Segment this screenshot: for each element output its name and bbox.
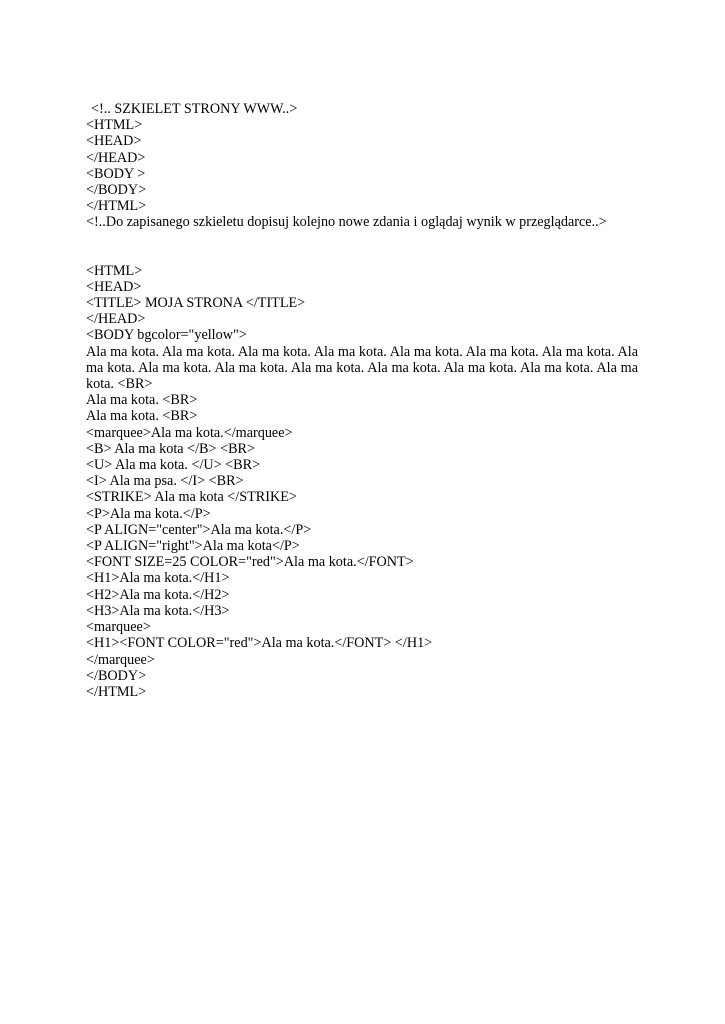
code-line: <H3>Ala ma kota.</H3> bbox=[86, 602, 230, 619]
code-line: <P>Ala ma kota.</P> bbox=[86, 505, 211, 522]
code-line: <I> Ala ma psa. </I> <BR> bbox=[86, 473, 244, 490]
code-line: </HEAD> bbox=[86, 311, 146, 328]
code-line: <H1>Ala ma kota.</H1> bbox=[86, 570, 230, 587]
code-line: <U> Ala ma kota. </U> <BR> bbox=[86, 457, 261, 474]
code-line: </HTML> bbox=[86, 683, 147, 700]
document-text bbox=[86, 101, 638, 700]
code-line: <BODY bgcolor="yellow"> bbox=[86, 327, 247, 344]
code-line: <HTML> bbox=[86, 117, 143, 134]
code-line: Ala ma kota. <BR> bbox=[86, 392, 198, 409]
code-line: </BODY> bbox=[86, 667, 147, 684]
skeleton-section bbox=[86, 101, 638, 231]
code-line: <P ALIGN="right">Ala ma kota</P> bbox=[86, 538, 300, 555]
code-line: <marquee>Ala ma kota.</marquee> bbox=[86, 424, 293, 441]
code-line: <FONT SIZE=25 COLOR="red">Ala ma kota.</FONT> bbox=[86, 554, 414, 571]
section-spacer bbox=[86, 231, 638, 263]
code-line: <HEAD> bbox=[86, 133, 142, 150]
code-line: <TITLE> MOJA STRONA </TITLE> bbox=[86, 295, 306, 312]
code-line: </HTML> bbox=[86, 198, 147, 215]
example-section bbox=[86, 263, 638, 700]
code-line: <H1><FONT COLOR="red">Ala ma kota.</FONT> </H1> bbox=[86, 635, 433, 652]
code-line: <BODY > bbox=[86, 165, 146, 182]
comment-line: <!.. SZKIELET STRONY WWW..> bbox=[91, 101, 298, 117]
text-paragraph: Ala ma kota. Ala ma kota. Ala ma kota. Ala ma kota. Ala ma kota. Ala ma kota. Ala ma kota. Ala ma kota. Ala ma kota. Ala ma kota. Ala ma kota. Ala ma kota. Ala ma kota. Ala ma kota. Ala ma kota. <BR> bbox=[86, 343, 638, 393]
code-line: <B> Ala ma kota </B> <BR> bbox=[86, 440, 255, 457]
code-line: <H2>Ala ma kota.</H2> bbox=[86, 586, 230, 603]
code-line: <STRIKE> Ala ma kota </STRIKE> bbox=[86, 489, 297, 506]
code-line: Ala ma kota. <BR> bbox=[86, 408, 198, 425]
code-line: </HEAD> bbox=[86, 149, 146, 166]
code-line: <marquee> bbox=[86, 619, 151, 636]
code-line: </BODY> bbox=[86, 182, 147, 199]
code-line: </marquee> bbox=[86, 651, 155, 668]
code-line: <HTML> bbox=[86, 262, 143, 279]
code-line: <P ALIGN="center">Ala ma kota.</P> bbox=[86, 521, 312, 538]
code-line: <HEAD> bbox=[86, 278, 142, 295]
comment-line: <!..Do zapisanego szkieletu dopisuj kolejno nowe zdania i oglądaj wynik w przeglądarce..> bbox=[86, 214, 607, 231]
